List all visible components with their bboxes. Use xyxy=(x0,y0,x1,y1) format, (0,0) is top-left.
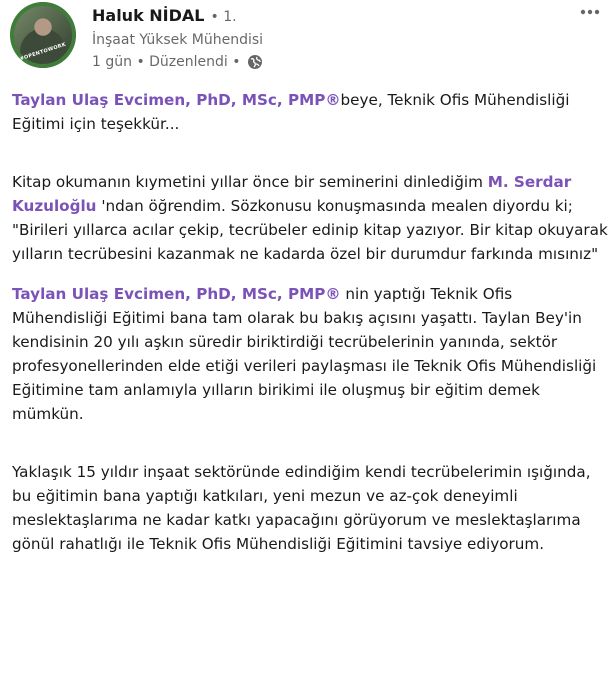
post-paragraph-3 xyxy=(12,282,608,426)
open-to-work-badge: #OPENTOWORK xyxy=(19,41,67,63)
author-name[interactable]: Haluk NİDAL xyxy=(92,6,205,25)
p3-text: nin yaptığı Teknik Ofis Mühendisliği Eğitimi bana tam olarak bu bakış açısını yaşattı. Taylan Bey'in kendisinin 20 yılı aşkın süredir biriktirdiği tecrübelerinin yanında, sektör profesyonellerinden elde etiği verileri paylaşması ile Teknik Ofis Mühendisliği Eğitimine tam anlamıyla yılların birikimi ile oluşmuş bir eğitim demek mümkün. xyxy=(12,285,597,423)
mention-taylan-2[interactable]: Taylan Ulaş Evcimen, PhD, MSc, PMP® xyxy=(12,285,341,303)
post-header xyxy=(0,0,616,84)
p1-text: beye, Teknik Ofis Mühendisliği Eğitimi için teşekkür... xyxy=(12,91,570,133)
p2-text-after: 'ndan öğrendim. Sözkonusu konuşmasında mealen diyordu ki; "Birileri yıllarca acılar çekip, tecrübeler edinip kitap yazıyor. Bir kitap okuyarak yılların tecrübesini kazanmak ne kadarda özel bir durumdur farkında mısınız" xyxy=(12,197,608,263)
p4-text: Yaklaşık 15 yıldır inşaat sektöründe edindiğim kendi tecrübelerimin ışığında, bu eğitimin bana yaptığı katkıları, yeni mezun ve az-çok deneyimli meslektaşlarıma ne kadar katkı yapacağını görüyorum ve meslektaşlarıma gönül rahatlığı ile Teknik Ofis Mühendisliği Eğitimini tavsiye ediyorum. xyxy=(12,463,591,553)
p2-text-before: Kitap okumanın kıymetini yıllar önce bir seminerini dinlediğim xyxy=(12,173,488,191)
post-paragraph-1 xyxy=(12,88,608,136)
author-name-row xyxy=(92,6,237,28)
post-paragraph-2 xyxy=(12,170,608,266)
author-title: İnşaat Yüksek Mühendisi xyxy=(92,32,264,48)
post-meta xyxy=(92,54,263,70)
mention-taylan-1[interactable]: Taylan Ulaş Evcimen, PhD, MSc, PMP® xyxy=(12,91,341,109)
connection-degree: • 1. xyxy=(210,9,237,25)
post-paragraph-4 xyxy=(12,460,608,556)
more-icon[interactable] xyxy=(578,4,602,20)
globe-icon xyxy=(247,54,263,70)
post-time-edited: 1 gün • Düzenlendi • xyxy=(92,54,241,70)
mention-serdar[interactable]: M. Serdar Kuzuloğlu xyxy=(12,173,572,215)
post-body xyxy=(12,88,608,556)
author-avatar[interactable] xyxy=(10,2,76,68)
